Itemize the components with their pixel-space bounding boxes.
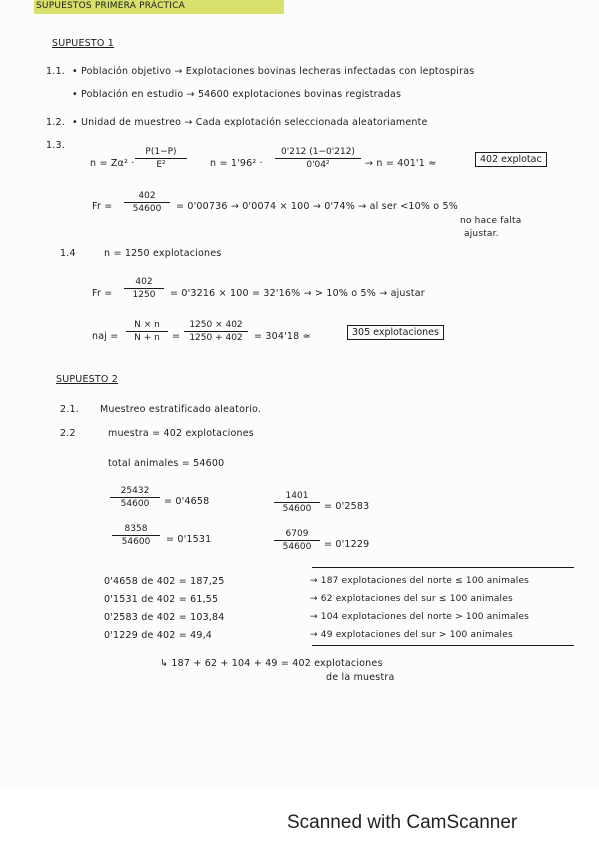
ratio-c-denominator: 54600: [121, 537, 151, 547]
formula-5-lhs: naj =: [92, 331, 119, 342]
ratio-a-fraction: [110, 486, 160, 509]
item-1-1-number: 1.1.: [46, 66, 65, 77]
formula-3-fraction: [124, 191, 170, 214]
formula-3-denominator: 54600: [132, 204, 162, 214]
formula-5-rhs: = 304'18 ≃: [254, 331, 311, 342]
sum-line: ↳ 187 + 62 + 104 + 49 = 402 explotaciones: [160, 658, 383, 669]
result-row-calc: 0'1531 de 402 = 61,55: [104, 594, 219, 605]
ratio-c-numerator: 8358: [112, 524, 160, 536]
formula-2-lhs: n = 1'96² ·: [210, 158, 263, 169]
camscanner-watermark: Scanned with CamScanner: [287, 812, 518, 833]
formula-3-note-line-1: no hace falta: [460, 216, 522, 226]
formula-3-rhs: = 0'00736 → 0'0074 × 100 → 0'74% → al ser <10% o 5%: [176, 201, 458, 212]
formula-5-equals: =: [172, 331, 181, 342]
formula-4-fraction: [124, 277, 164, 300]
item-1-3-number: 1.3.: [46, 140, 65, 151]
formula-2-numerator: 0'212 (1−0'212): [275, 147, 361, 159]
item-1-1-study-text: • Población en estudio → 54600 explotaciones bovinas registradas: [72, 89, 402, 100]
ratio-a-denominator: 54600: [120, 499, 150, 509]
result-row-calc: 0'2583 de 402 = 103,84: [104, 612, 225, 623]
formula-5-denominator-1: N + n: [134, 333, 160, 343]
ratio-b-denominator: 54600: [282, 504, 312, 514]
result-row-text: → 62 explotaciones del sur ≤ 100 animales: [310, 594, 513, 604]
total-animals: total animales = 54600: [108, 458, 225, 469]
formula-5-numerator-2: 1250 × 402: [184, 320, 248, 332]
formula-1-denominator: E²: [156, 160, 166, 170]
formula-4-rhs: = 0'3216 × 100 = 32'16% → > 10% o 5% → ajustar: [170, 288, 425, 299]
result-row-calc: 0'4658 de 402 = 187,25: [104, 576, 225, 587]
formula-4-lhs: Fr =: [92, 288, 113, 299]
item-1-4-number: 1.4: [60, 248, 76, 259]
result-row-text: → 187 explotaciones del norte ≤ 100 animales: [310, 576, 530, 586]
results-top-rule: [312, 567, 574, 568]
item-1-2-number: 1.2.: [46, 117, 65, 128]
supuesto-2-heading: SUPUESTO 2: [56, 374, 119, 385]
item-2-1-text: Muestreo estratificado aleatorio.: [100, 404, 262, 415]
result-row-text: → 49 explotaciones del sur > 100 animales: [310, 630, 513, 640]
results-bottom-rule: [312, 645, 574, 646]
formula-1-lhs: n = Zα² ·: [90, 158, 135, 169]
ratio-a-value: = 0'4658: [164, 496, 210, 507]
formula-4-numerator: 402: [124, 277, 164, 289]
formula-4-denominator: 1250: [132, 290, 156, 300]
formula-1-fraction: [135, 147, 187, 170]
ratio-d-numerator: 6709: [274, 529, 320, 541]
item-2-2-text: muestra = 402 explotaciones: [108, 428, 254, 439]
formula-3-note-line-2: ajustar.: [464, 229, 499, 239]
formula-2-rhs: → n = 401'1 ≈: [365, 158, 437, 169]
formula-5-fraction-1: [126, 320, 168, 343]
page-title: SUPUESTOS PRIMERA PRÁCTICA: [36, 1, 185, 11]
ratio-c-value: = 0'1531: [166, 534, 212, 545]
formula-2-denominator: 0'04²: [306, 160, 330, 170]
supuesto-1-heading: SUPUESTO 1: [52, 38, 115, 49]
ratio-d-fraction: [274, 529, 320, 552]
formula-2-result-box: 402 explotac: [475, 152, 547, 167]
ratio-c-fraction: [112, 524, 160, 547]
item-2-1-number: 2.1.: [60, 404, 79, 415]
formula-5-numerator-1: N × n: [126, 320, 168, 332]
ratio-b-numerator: 1401: [274, 491, 320, 503]
formula-5-result-box: 305 explotaciones: [347, 325, 444, 340]
formula-5-denominator-2: 1250 + 402: [189, 333, 243, 343]
ratio-b-fraction: [274, 491, 320, 514]
formula-3-numerator: 402: [124, 191, 170, 203]
item-1-4-text: n = 1250 explotaciones: [104, 248, 222, 259]
result-row-calc: 0'1229 de 402 = 49,4: [104, 630, 213, 641]
ratio-d-value: = 0'1229: [324, 539, 370, 550]
formula-5-fraction-2: [184, 320, 248, 343]
ratio-d-denominator: 54600: [282, 542, 312, 552]
ratio-b-value: = 0'2583: [324, 501, 370, 512]
sum-line-continuation: de la muestra: [326, 672, 395, 683]
item-1-1-text: • Población objetivo → Explotaciones bovinas lecheras infectadas con leptospiras: [72, 66, 475, 77]
item-2-2-number: 2.2: [60, 428, 76, 439]
item-1-2-text: • Unidad de muestreo → Cada explotación seleccionada aleatoriamente: [72, 117, 428, 128]
result-row-text: → 104 explotaciones del norte > 100 animales: [310, 612, 530, 622]
ratio-a-numerator: 25432: [110, 486, 160, 498]
formula-2-fraction: [275, 147, 361, 170]
formula-1-numerator: P(1−P): [135, 147, 187, 159]
formula-3-lhs: Fr =: [92, 201, 113, 212]
